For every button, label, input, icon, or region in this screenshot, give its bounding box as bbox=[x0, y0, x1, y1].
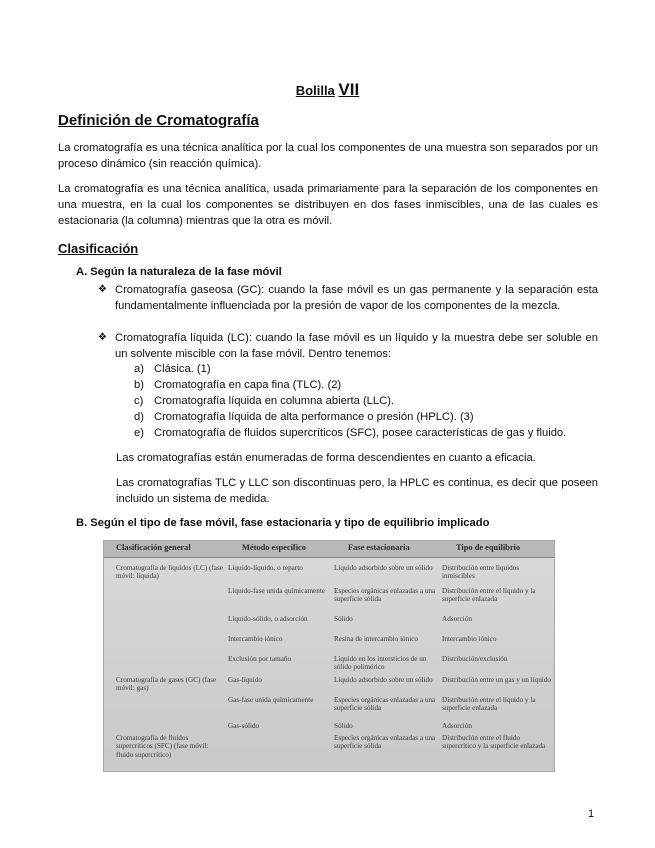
table-cell: Gas-líquido bbox=[228, 676, 262, 684]
table-cell: Cromatografía de fluidos supercríticos (SFC) (fase móvil: fluido supercrítico) bbox=[116, 734, 209, 759]
bullet-gc bbox=[98, 282, 598, 314]
bullet-gc-text: Cromatografía gaseosa (GC): cuando la fase móvil es un gas permanente y la separación esta fundamentalmente influenciada por la presión de vapor de los componentes de la mezcla. bbox=[115, 284, 598, 312]
table-cell: Adsorción bbox=[442, 722, 472, 730]
page-title bbox=[0, 80, 655, 100]
table-header-row bbox=[104, 541, 555, 558]
definition-paragraph-2: La cromatografía es una técnica analítica, usada primariamente para la separación de los componentes en una muestra, en la cual los componentes se distribuyen en dos fases inmiscibles, una de las cuales es estacionaria (la columna) mientras que la otra es móvil. bbox=[58, 183, 598, 227]
classification-table-image bbox=[103, 540, 555, 772]
table-header: Fase estacionaria bbox=[348, 543, 410, 552]
document-page: Bolilla VII Definición de Cromatografía La cromatografía es una técnica analítica por la cual los componentes de una muestra son separados por un proceso dinámico (sin reacción química). La cromatografía es una técnica analítica, usada primariamente para la separación de los componentes en una muestra, en la cual los componentes se distribuyen en dos fases inmiscibles, una de las cuales es estacionaria (la columna) mientras que la otra es móvil. Clasificación A. Según la naturaleza de la fase móvil ❖ Cromatografía gaseosa (GC): cuando la fase móvil es un gas permanente y la separación esta fundamentalmente influenciada por la presión de vapor de los componentes de la mezcla. ❖ Cromatografía líquida (LC): cuando la fase móvil es un líquido y la muestra debe ser soluble en un solvente miscible con la fase móvil. Dentro tenemos: a) Clásica. (1) b) Cromatografía en capa fina (TLC). (2) c) Cromatografía líquida en columna abierta (LLC). d) Cromatografía líquida de alta performance o presión (HPLC). (3) e) Cromatografía de fluidos supercríticos (SFC), posee características de gas y fluido. Las cromatografías están enumeradas de forma descendientes en cuanto a eficacia. Las cromatografías TLC y LLC son discontinuas pero, la HPLC es continua, es decir que poseen incluido un sistema de medida. B. Según el tipo de fase móvil, fase estacionaria y tipo de equilibrio implicado Clasificación general Método específico Fase estacionaria Tipo de equilibrio Cromatografía de líquidos (LC) (fase móvil: líquida) Líquido-líquido, o reparto Líquido adsorbido sobre un sólido Distribución entre líquidos inmiscibles Líquido-fase unida químicamente Especies orgánicas enlazadas a una superficie sólida Distribución entre el líquido y la superficie enlazada Líquido-sólido, o adsorción Sólido Adsorción Intercambio iónico Resina de intercambio iónico Intercambio iónico Exclusión por tamaño Líquido en los intersticios de un sólido polimérico Distribución/exclusión Cromatografía de gases (GC) (fase móvil: gas) Gas-líquido Líquido adsorbido sobre un sólido Distribución entre un gas y un líquido Gas-fase unida químicamente Especies orgánicas enlazadas a una superficie sólida Distribución entre el líquido y la superficie enlazada Gas-sólido Sólido Adsorción Cromatografía de fluidos supercríticos (SFC) (fase móvil: fluido supercrítico) Especies orgánicas enlazadas a una superficie sólida Distribución entre el fluido supercrítico y la superficie enlazada 1 bbox=[0, 0, 655, 848]
table-cell: Gas-sólido bbox=[228, 722, 260, 730]
table-header: Clasificación general bbox=[116, 543, 191, 552]
table-cell: Especies orgánicas enlazadas a una superficie sólida bbox=[334, 734, 436, 751]
section-b-label: B. Según el tipo de fase móvil, fase estacionaria y tipo de equilibrio implicado bbox=[76, 517, 490, 529]
page-number: 1 bbox=[588, 808, 595, 820]
table-cell: Líquido adsorbido sobre un sólido bbox=[334, 676, 433, 684]
table-cell: Líquido-líquido, o reparto bbox=[228, 564, 303, 572]
definition-heading: Definición de Cromatografía bbox=[58, 112, 259, 129]
table-cell: Distribución entre el líquido y la superficie enlazada bbox=[442, 696, 536, 713]
efficacy-note: Las cromatografías están enumeradas de forma descendientes en cuanto a eficacia. bbox=[116, 452, 536, 464]
bullet-lc-text: Cromatografía líquida (LC): cuando la fase móvil es un líquido y la muestra debe ser soluble en un solvente miscible con la fase móvil. Dentro tenemos: bbox=[115, 332, 598, 360]
table-cell: Cromatografía de líquidos (LC) (fase móvil: líquida) bbox=[116, 564, 223, 581]
table-cell: Líquido en los intersticios de un sólido polimérico bbox=[334, 655, 427, 672]
table-cell: Adsorción bbox=[442, 615, 472, 623]
table-cell: Especies orgánicas enlazadas a una superficie sólida bbox=[334, 696, 436, 713]
diamond-bullet-icon: ❖ bbox=[98, 284, 107, 295]
table-cell: Sólido bbox=[334, 722, 353, 730]
diamond-bullet-icon: ❖ bbox=[98, 332, 107, 343]
section-a-label: A. Según la naturaleza de la fase móvil bbox=[76, 266, 282, 278]
table-cell: Gas-fase unida químicamente bbox=[228, 696, 314, 704]
table-header: Método específico bbox=[242, 543, 306, 552]
table-cell: Distribución entre un gas y un líquido bbox=[442, 676, 551, 684]
bullet-lc bbox=[98, 330, 598, 362]
table-cell: Líquido adsorbido sobre un sólido bbox=[334, 564, 433, 572]
classification-heading: Clasificación bbox=[58, 241, 139, 256]
table-cell: Distribución/exclusión bbox=[442, 655, 508, 663]
table-cell: Intercambio iónico bbox=[442, 635, 497, 643]
table-cell: Distribución entre el fluido supercrítico y la superficie enlazada bbox=[442, 734, 546, 751]
table-cell: Intercambio iónico bbox=[228, 635, 283, 643]
title-prefix: Bolilla bbox=[295, 83, 335, 98]
table-cell: Distribución entre líquidos inmiscibles bbox=[442, 564, 520, 581]
continuity-note: Las cromatografías TLC y LLC son discontinuas pero, la HPLC es continua, es decir que poseen incluido un sistema de medida. bbox=[116, 477, 598, 505]
table-header: Tipo de equilibrio bbox=[456, 543, 521, 552]
table-cell: Líquido-sólido, o adsorción bbox=[228, 615, 308, 623]
table-cell: Exclusión por tamaño bbox=[228, 655, 292, 663]
table-cell: Distribución entre el líquido y la superficie enlazada bbox=[442, 587, 536, 604]
table-cell: Resina de intercambio iónico bbox=[334, 635, 419, 643]
table-cell: Líquido-fase unida químicamente bbox=[228, 587, 325, 595]
table-cell: Sólido bbox=[334, 615, 353, 623]
table-cell: Cromatografía de gases (GC) (fase móvil: gas) bbox=[116, 676, 217, 693]
title-roman: VII bbox=[338, 80, 360, 99]
table-cell: Especies orgánicas enlazadas a una superficie sólida bbox=[334, 587, 436, 604]
definition-paragraph-1: La cromatografía es una técnica analítica por la cual los componentes de una muestra son separados por un proceso dinámico (sin reacción química). bbox=[58, 142, 598, 170]
